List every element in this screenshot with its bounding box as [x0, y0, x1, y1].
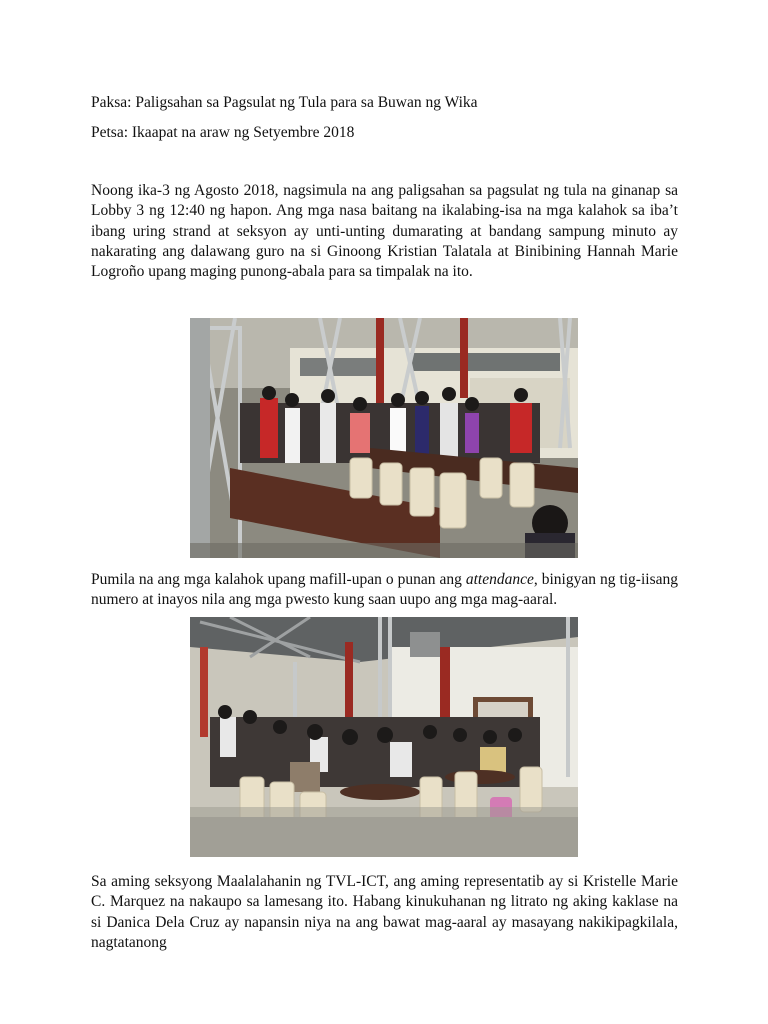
paragraph-attendance-text-2: , binigyan ng tig-iisang numero at inayos nila ang mga pwesto kung saan uupo ang mga mag-aaral.	[91, 571, 678, 609]
attendance-emphasis: attendance	[465, 571, 534, 588]
paragraph-attendance	[91, 570, 678, 611]
photo-seated	[190, 617, 578, 857]
photo-lineup	[190, 318, 578, 558]
petsa-line: Petsa: Ikaapat na araw ng Setyembre 2018	[91, 124, 355, 141]
paragraph-intro: Noong ika-3 ng Agosto 2018, nagsimula na ang paligsahan sa pagsulat ng tula na ginanap sa Lobby 3 ng 12:40 ng hapon. Ang mga nasa baitang na ikalabing-isa na mga kalahok sa iba’t ibang uring strand at seksyon ay unti-unting dumarating at bandang sampung minuto ay nakarating ang dalawang guro na si Ginoong Kristian Talatala at Binibining Hannah Marie Logroño upang maging punong-abala para sa timpalak na ito.	[91, 182, 678, 281]
paksa-line: Paksa: Paligsahan sa Pagsulat ng Tula para sa Buwan ng Wika	[91, 94, 478, 111]
paragraph-representative: Sa aming seksyong Maalalahanin ng TVL-ICT, ang aming representatib ay si Kristelle Marie C. Marquez na nakaupo sa lamesang ito. Habang kinukuhanan ng litrato ng aking kaklase na si Danica Dela Cruz ay napansin niya na ang bawat mag-aaral ay masayang nakikipagkilala, nagtatanong	[91, 873, 678, 951]
paragraph-attendance-text-1: Pumila na ang mga kalahok upang mafill-upan o punan ang	[91, 571, 466, 588]
